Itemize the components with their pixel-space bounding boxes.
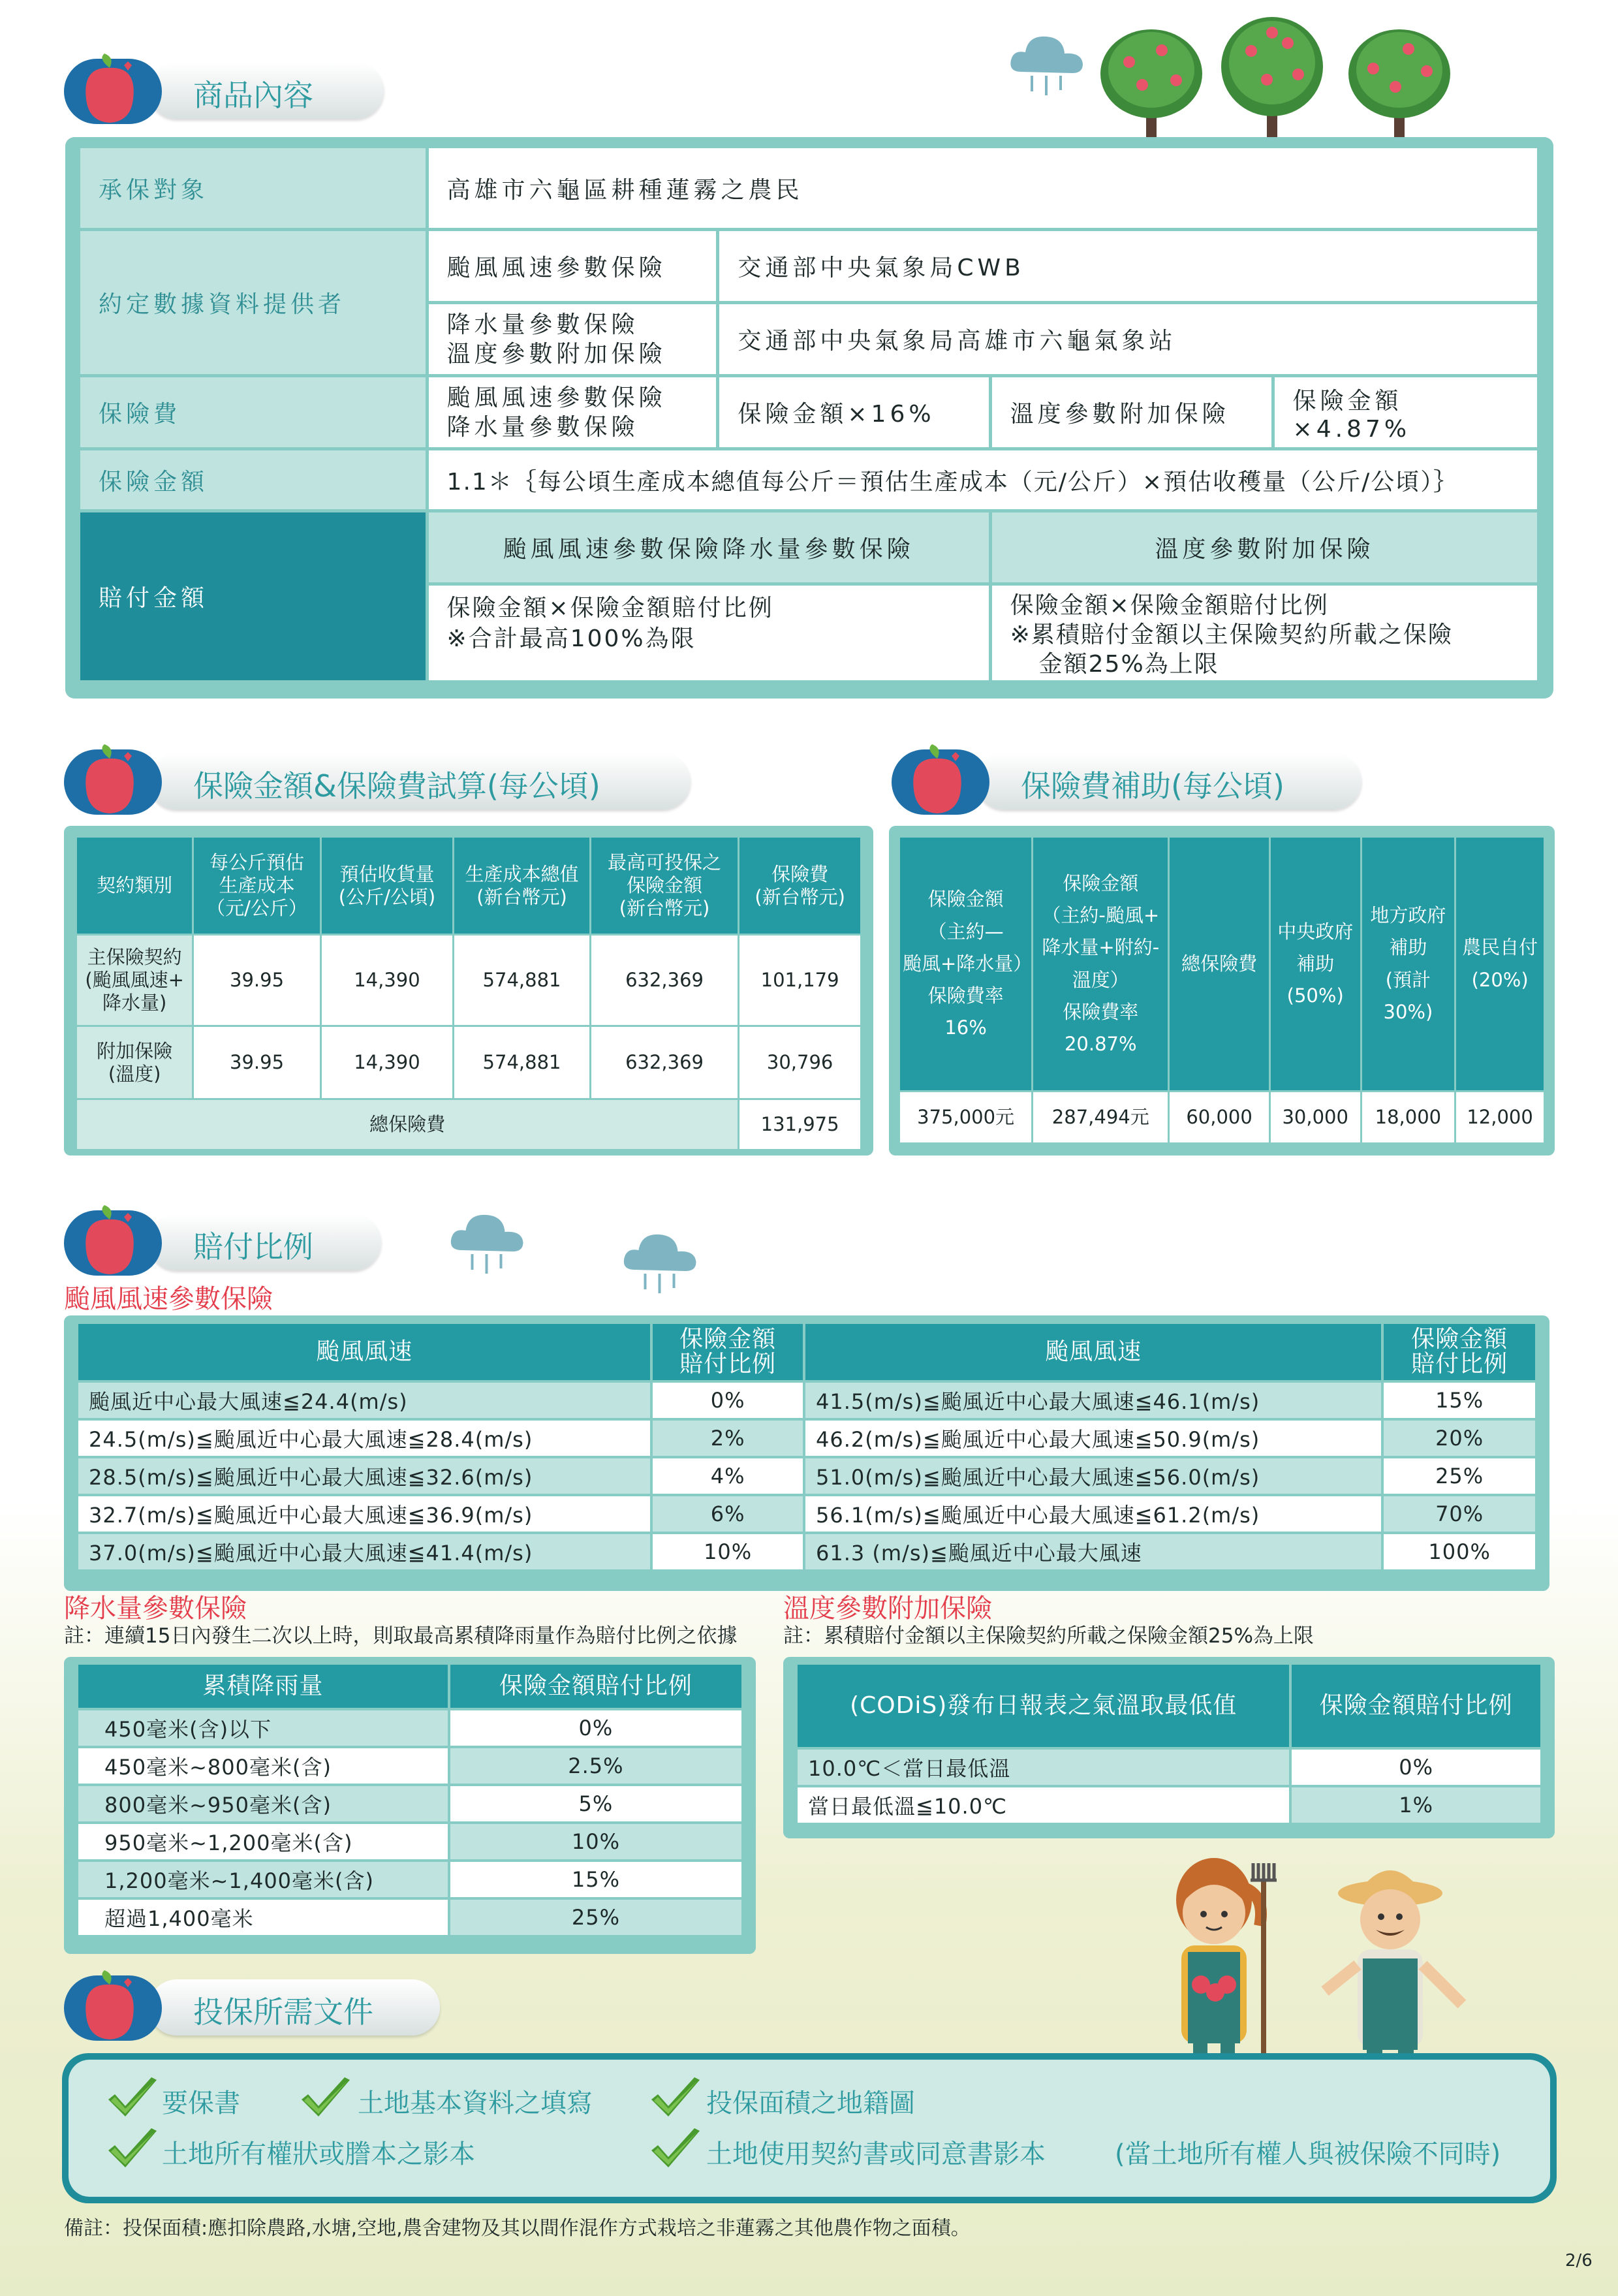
text-line: 最高可投保之 [608, 851, 722, 874]
text-line: (新台幣元) [755, 885, 845, 908]
calc-cell: 30,796 [739, 1026, 862, 1099]
wax-apple-icon [78, 1970, 141, 2043]
typhoon-ratio: 100% [1382, 1533, 1536, 1571]
product-table [77, 145, 1540, 684]
subsidy-value: 12,000 [1455, 1092, 1545, 1144]
calc-col-header [193, 837, 320, 935]
contract-type [76, 935, 193, 1026]
rain-amount: 800毫米~950毫米(含) [77, 1785, 449, 1823]
rain-title: 降水量參數保險 [64, 1594, 247, 1624]
claim-main: 保險金額×保險金額賠付比例 ※合計最高100%為限 [427, 584, 990, 682]
text-line: 保險費率 [927, 984, 1004, 1007]
temp-note: 註：累積賠付金額以主保險契約所載之保險金額25%為上限 [783, 1624, 1314, 1648]
calc-cell: 574,881 [454, 935, 591, 1026]
subsidy-value: 287,494元 [1033, 1092, 1169, 1144]
docs-panel [69, 2060, 1550, 2197]
typhoon-ratio: 15% [1382, 1381, 1536, 1419]
calc-cell: 632,369 [590, 1026, 738, 1099]
wax-apple-icon [78, 744, 141, 817]
calc-col-header [739, 837, 862, 935]
temp-title: 溫度參數附加保險 [783, 1594, 992, 1624]
text-line: （元/公斤） [206, 896, 307, 919]
section-title: 保險費補助(每公頃) [1021, 768, 1284, 804]
doc-item: 土地所有權狀或謄本之影本 [162, 2139, 475, 2169]
cloud-rain-icon [447, 1204, 529, 1276]
premium-rate: 保險金額×16% [718, 376, 990, 449]
wax-apple-icon [906, 744, 969, 817]
doc-item: 投保面積之地籍圖 [706, 2088, 915, 2118]
text-line: 16% [944, 1016, 987, 1039]
wax-apple-icon [78, 1205, 141, 1278]
temp-condition: 當日最低溫≦10.0℃ [796, 1786, 1290, 1824]
section-title: 保險金額&保險費試算(每公頃) [193, 768, 600, 804]
text-line: 補助 [1296, 952, 1335, 975]
typhoon-ratio: 2% [651, 1419, 804, 1457]
total-value: 131,975 [739, 1099, 862, 1150]
typhoon-condition: 32.7(m/s)≦颱風近中心最大風速≦36.9(m/s) [77, 1495, 651, 1533]
check-icon [299, 2076, 352, 2122]
text-line: 保險金額 [1063, 872, 1139, 894]
total-label: 總保險費 [76, 1099, 739, 1150]
docs-note: (當土地所有權人與被保險不同時) [1115, 2139, 1501, 2169]
text-line: （主約— [927, 920, 1004, 943]
typhoon-title: 颱風風速參數保險 [64, 1284, 273, 1314]
col-speed: 颱風風速 [77, 1323, 651, 1381]
cloud-rain-icon [620, 1224, 702, 1296]
calc-col-header [320, 837, 454, 935]
subsidy-value: 375,000元 [899, 1092, 1033, 1144]
text-line: (新台幣元) [619, 896, 710, 919]
provider-label: 約定數據資料提供者 [79, 230, 428, 376]
calc-cell: 39.95 [193, 935, 320, 1026]
typhoon-ratio: 10% [651, 1533, 804, 1571]
text-line: 補助 [1389, 936, 1427, 959]
calc-col-header [454, 837, 591, 935]
text-line: (50%) [1286, 984, 1344, 1007]
rain-amount: 1,200毫米~1,400毫米(含) [77, 1861, 449, 1898]
section-header-calc [64, 744, 697, 817]
premium-label: 保險費 [79, 376, 428, 449]
typhoon-ratio: 0% [651, 1381, 804, 1419]
doc-item: 要保書 [162, 2088, 240, 2118]
temp-ratio: 1% [1290, 1786, 1542, 1824]
col-ratio: 保險金額 賠付比例 [651, 1323, 804, 1381]
tree-icon [1217, 12, 1328, 150]
text-line: (預計30%) [1383, 968, 1433, 1023]
rain-amount: 超過1,400毫米 [77, 1898, 449, 1936]
temp-condition: 10.0℃＜當日最低溫 [796, 1748, 1290, 1786]
rain-table [76, 1662, 744, 1938]
text-line: 降水量) [102, 991, 167, 1014]
rain-amount: 450毫米~800毫米(含) [77, 1747, 449, 1785]
subsidy-table [898, 836, 1546, 1144]
typhoon-condition: 41.5(m/s)≦颱風近中心最大風速≦46.1(m/s) [804, 1381, 1382, 1419]
temp-table [795, 1662, 1543, 1825]
calc-col-header [590, 837, 738, 935]
typhoon-condition: 37.0(m/s)≦颱風近中心最大風速≦41.4(m/s) [77, 1533, 651, 1571]
typhoon-ratio: 6% [651, 1495, 804, 1533]
cloud-rain-icon [1008, 26, 1087, 98]
col-ratio: 保險金額 賠付比例 [1382, 1323, 1536, 1381]
rain-note: 註：連續15日內發生二次以上時，則取最高累積降雨量作為賠付比例之依據 [64, 1624, 738, 1648]
check-icon [106, 2076, 159, 2122]
provider-value: 交通部中央氣象局高雄市六龜氣象站 [718, 303, 1539, 376]
typhoon-condition: 61.3 (m/s)≦颱風近中心最大風速 [804, 1533, 1382, 1571]
calc-cell: 101,179 [739, 935, 862, 1026]
typhoon-condition: 56.1(m/s)≦颱風近中心最大風速≦61.2(m/s) [804, 1495, 1382, 1533]
typhoon-condition: 46.2(m/s)≦颱風近中心最大風速≦50.9(m/s) [804, 1419, 1382, 1457]
subsidy-col-header [1455, 837, 1545, 1092]
col-speed: 颱風風速 [804, 1323, 1382, 1381]
claim-label: 賠付金額 [79, 511, 428, 682]
insured-value: 高雄市六龜區耕種蓮霧之農民 [427, 147, 1538, 230]
sum-label: 保險金額 [79, 449, 428, 511]
typhoon-condition: 24.5(m/s)≦颱風近中心最大風速≦28.4(m/s) [77, 1419, 651, 1457]
subsidy-col-header [899, 837, 1033, 1092]
section-title: 商品內容 [193, 78, 313, 113]
subsidy-value: 60,000 [1169, 1092, 1270, 1144]
text-line: (颱風風速+ [85, 969, 184, 992]
section-header-ratio [64, 1205, 384, 1278]
section-header-product [64, 54, 384, 127]
calc-table [75, 836, 862, 1151]
subsidy-col-header [1033, 837, 1169, 1092]
check-icon [649, 2127, 702, 2173]
provider-item: 颱風風速參數保險 [427, 230, 718, 303]
premium-addon-rate: 保險金額×4.87% [1273, 376, 1538, 449]
typhoon-condition: 颱風近中心最大風速≦24.4(m/s) [77, 1381, 651, 1419]
typhoon-ratio: 70% [1382, 1495, 1536, 1533]
text-line: 附加保險 [97, 1039, 173, 1062]
remark: 備註：投保面積:應扣除農路,水塘,空地,農舍建物及其以間作混作方式栽培之非蓮霧之其他農作物之面積。 [64, 2217, 971, 2240]
rain-amount: 450毫米(含)以下 [77, 1709, 449, 1747]
text-line: 生產成本 [219, 874, 295, 897]
calc-cell: 632,369 [590, 935, 738, 1026]
rain-ratio: 25% [449, 1898, 743, 1936]
text-line: 主保險契約 [87, 946, 182, 969]
typhoon-ratio: 4% [651, 1457, 804, 1495]
col-ratio: 保險金額賠付比例 [449, 1663, 743, 1709]
tree-icon [1345, 23, 1455, 150]
doc-item: 土地基本資料之填寫 [358, 2088, 593, 2118]
subsidy-value: 30,000 [1269, 1092, 1361, 1144]
text-line: (新台幣元) [476, 885, 567, 908]
provider-item: 降水量參數保險 溫度參數附加保險 [427, 303, 718, 376]
section-header-docs [64, 1970, 443, 2043]
typhoon-condition: 28.5(m/s)≦颱風近中心最大風速≦32.6(m/s) [77, 1457, 651, 1495]
text-line: 降水量+附約- [1042, 936, 1160, 959]
col-temp: (CODiS)發布日報表之氣溫取最低值 [796, 1663, 1290, 1748]
text-line: 預估收貨量 [339, 862, 435, 885]
insured-label: 承保對象 [79, 147, 428, 230]
calc-cell: 39.95 [193, 1026, 320, 1099]
subsidy-col-header [1361, 837, 1455, 1092]
text-line: 保險費率 [1063, 1000, 1139, 1023]
rain-ratio: 5% [449, 1785, 743, 1823]
col-amount: 累積降雨量 [77, 1663, 449, 1709]
text-line: 保險金額 [927, 888, 1004, 911]
text-line: 溫度） [1072, 968, 1129, 991]
sum-value: 1.1＊｛每公頃生產成本總值每公斤＝預估生產成本（元/公斤）×預估收穫量（公斤/公頃）｝ [427, 449, 1538, 511]
text-line: 總保險費 [1181, 952, 1258, 975]
rain-ratio: 10% [449, 1823, 743, 1861]
text-line: 20.87% [1064, 1033, 1137, 1056]
typhoon-ratio: 25% [1382, 1457, 1536, 1495]
text-line: （主約-颱風+ [1042, 904, 1160, 926]
text-line: 農民自付 [1462, 936, 1538, 959]
typhoon-table [76, 1321, 1538, 1572]
text-line: 生產成本總值 [465, 862, 579, 885]
doc-item: 土地使用契約書或同意書影本 [706, 2139, 1046, 2169]
typhoon-ratio: 20% [1382, 1419, 1536, 1457]
text-line: (溫度) [108, 1062, 161, 1085]
rain-ratio: 2.5% [449, 1747, 743, 1785]
subsidy-col-header [1169, 837, 1270, 1092]
calc-cell: 14,390 [320, 1026, 454, 1099]
wax-apple-icon [78, 54, 141, 127]
rain-ratio: 15% [449, 1861, 743, 1898]
text-line: 地方政府 [1370, 904, 1446, 926]
text-line: 中央政府 [1277, 920, 1354, 943]
subsidy-value: 18,000 [1361, 1092, 1455, 1144]
section-title: 投保所需文件 [193, 1994, 373, 2030]
calc-cell: 574,881 [454, 1026, 591, 1099]
typhoon-condition: 51.0(m/s)≦颱風近中心最大風速≦56.0(m/s) [804, 1457, 1382, 1495]
page-number: 2/6 [1565, 2251, 1593, 2271]
contract-type [76, 1026, 193, 1099]
text-line: 保險費 [771, 862, 829, 885]
text-line: 颱風+降水量） [903, 952, 1033, 975]
rain-amount: 950毫米~1,200毫米(含) [77, 1823, 449, 1861]
claim-head-main: 颱風風速參數保險降水量參數保險 [427, 511, 990, 584]
rain-ratio: 0% [449, 1709, 743, 1747]
text-line: 每公斤預估 [210, 851, 305, 874]
section-header-subsidy [892, 744, 1361, 817]
provider-value: 交通部中央氣象局CWB [718, 230, 1539, 303]
premium-items: 颱風風速參數保險 降水量參數保險 [427, 376, 718, 449]
calc-col-header [76, 837, 193, 935]
check-icon [649, 2076, 702, 2122]
text-line: (公斤/公頃) [338, 885, 436, 908]
check-icon [106, 2127, 159, 2173]
text-line: 契約類別 [97, 874, 173, 897]
subsidy-col-header [1269, 837, 1361, 1092]
col-ratio: 保險金額賠付比例 [1290, 1663, 1542, 1748]
premium-addon: 溫度參數附加保險 [990, 376, 1273, 449]
section-title: 賠付比例 [193, 1229, 313, 1265]
text-line: 保險金額 [627, 874, 703, 897]
claim-addon: 保險金額×保險金額賠付比例 ※累積賠付金額以主保險契約所載之保險 金額25%為上限 [990, 584, 1538, 682]
text-line: (20%) [1471, 968, 1529, 991]
tree-icon [1097, 23, 1207, 150]
calc-cell: 14,390 [320, 935, 454, 1026]
claim-head-addon: 溫度參數附加保險 [990, 511, 1538, 584]
temp-ratio: 0% [1290, 1748, 1542, 1786]
